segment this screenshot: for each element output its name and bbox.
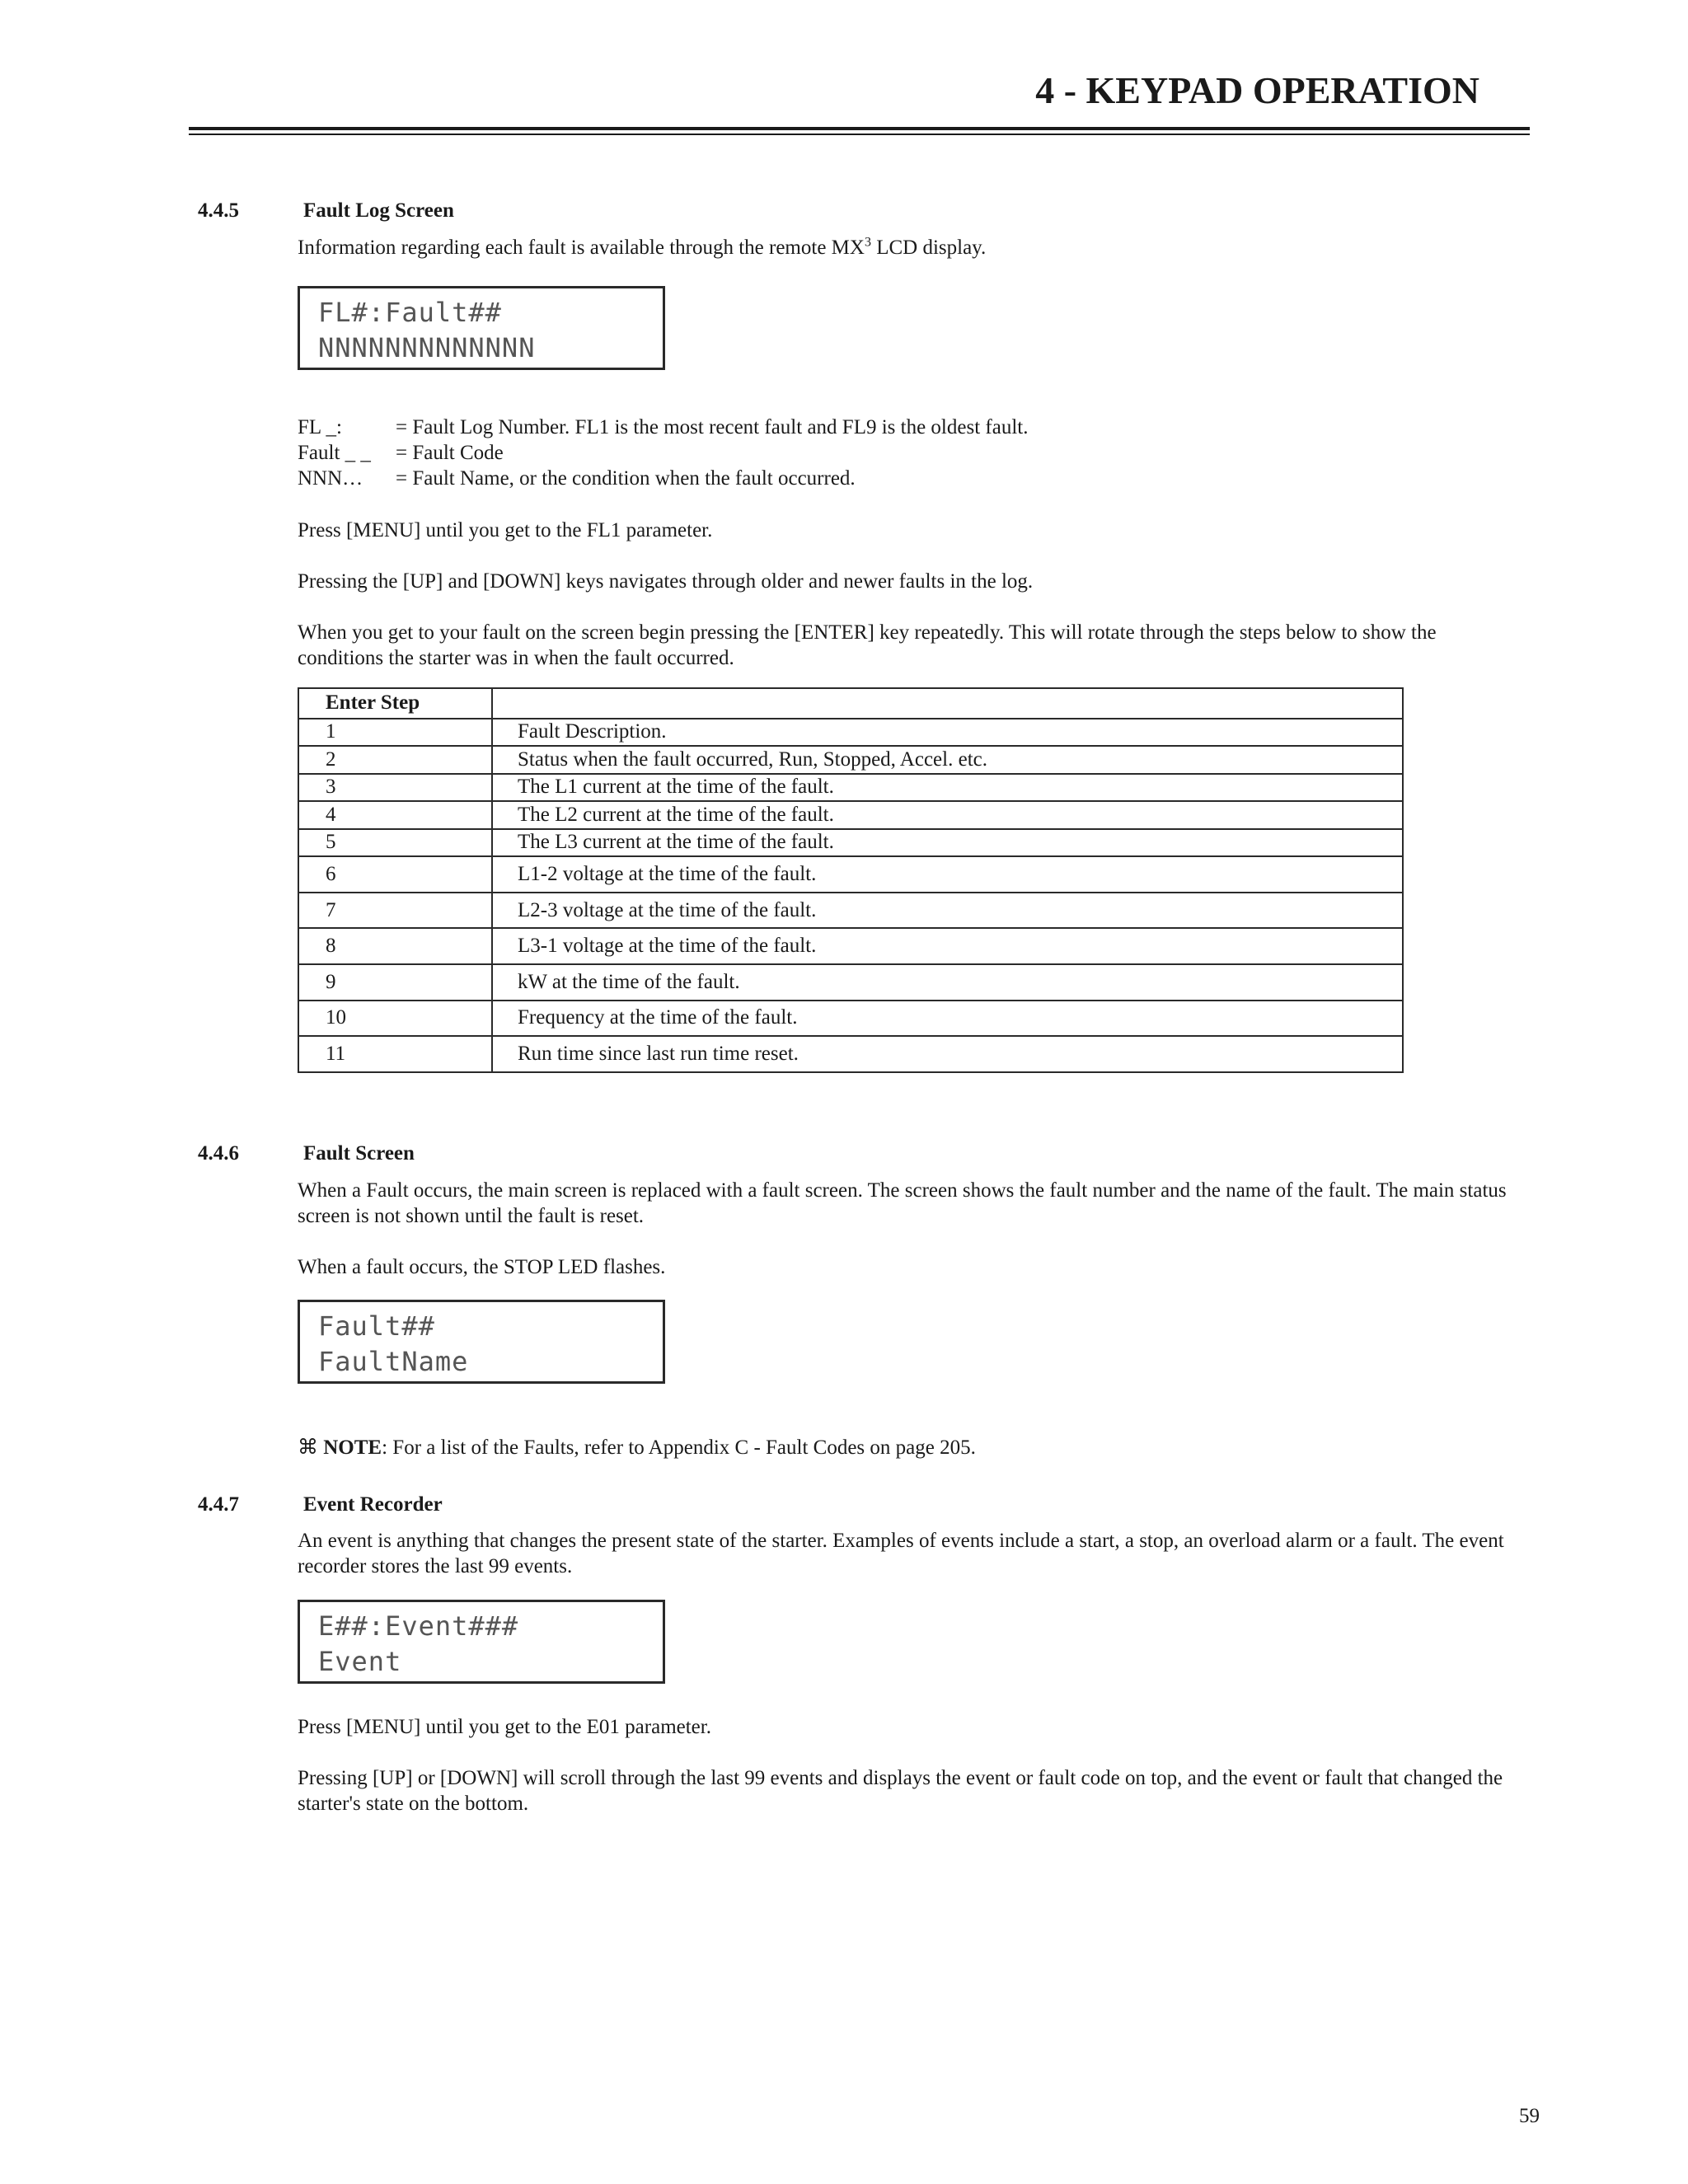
paragraph: When a fault occurs, the STOP LED flashes. [298,1256,666,1278]
paragraph: Press [MENU] until you get to the FL1 parameter. [298,519,713,541]
section-number: 4.4.7 [198,1493,239,1516]
table-header-cell [492,688,1403,719]
note-icon: ⌘ [298,1436,318,1459]
section-title: Fault Log Screen [303,199,454,222]
chapter-title: 4 - KEYPAD OPERATION [1035,69,1479,111]
lcd-line: FaultName [318,1346,469,1377]
lcd-line: Event [318,1646,402,1677]
section-number: 4.4.5 [198,199,239,222]
table-row [298,801,1403,829]
paragraph: An event is anything that changes the present state of the starter. Examples of events include a start, a stop, an overload alarm or a fault. The event recorder stores the last 99 events. [298,1530,1504,1577]
page-number: 59 [1519,2105,1540,2127]
step-number: 8 [298,928,492,964]
step-number: 6 [298,856,492,893]
note-label: NOTE [323,1436,382,1459]
paragraph: Press [MENU] until you get to the E01 parameter. [298,1716,711,1738]
step-number: 2 [298,746,492,774]
legend-value: = Fault Code [396,442,504,464]
step-number: 10 [298,1001,492,1037]
lcd-display-fault-log [298,286,665,370]
step-number: 7 [298,893,492,929]
table-row [298,1001,1403,1037]
step-number: 1 [298,719,492,747]
legend-key: NNN… [298,467,363,490]
lcd-line: E##:Event### [318,1610,519,1642]
table-header-row [298,688,1403,719]
table-row [298,964,1403,1001]
step-description: The L2 current at the time of the fault. [492,801,1403,829]
lcd-line: NNNNNNNNNNNNN [318,332,536,363]
lcd-display-fault-screen [298,1300,665,1384]
legend-value: = Fault Log Number. FL1 is the most recent fault and FL9 is the oldest fault. [396,416,1029,438]
step-number: 5 [298,829,492,857]
table-row [298,774,1403,802]
paragraph: Pressing the [UP] and [DOWN] keys navigates through older and newer faults in the log. [298,570,1034,593]
table-row [298,746,1403,774]
step-description: The L1 current at the time of the fault. [492,774,1403,802]
step-description: Status when the fault occurred, Run, Stopped, Accel. etc. [492,746,1403,774]
step-number: 3 [298,774,492,802]
step-number: 11 [298,1036,492,1072]
table-row [298,928,1403,964]
table-header-cell: Enter Step [298,688,492,719]
table-row [298,719,1403,747]
step-description: Run time since last run time reset. [492,1036,1403,1072]
table-row [298,893,1403,929]
table-row [298,829,1403,857]
legend-key: Fault _ _ [298,442,371,464]
step-description: L1-2 voltage at the time of the fault. [492,856,1403,893]
header-rule [189,127,1530,130]
step-description: Fault Description. [492,719,1403,747]
table-row [298,1036,1403,1072]
lcd-line: Fault## [318,1310,435,1342]
step-description: The L3 current at the time of the fault. [492,829,1403,857]
section-intro: Information regarding each fault is available through the remote $MX^3$ LCD display. [298,235,987,259]
step-number: 4 [298,801,492,829]
lcd-line: FL#:Fault## [318,297,502,328]
paragraph: When you get to your fault on the screen begin pressing the [ENTER] key repeatedly. This will rotate through the steps below to show the conditions the starter was in when the fault occurred. [298,621,1437,669]
step-description: kW at the time of the fault. [492,964,1403,1001]
note [298,1435,1517,1460]
step-description: L2-3 voltage at the time of the fault. [492,893,1403,929]
section-title: Event Recorder [303,1493,443,1516]
header-rule-thin [189,134,1530,135]
note-text: : For a list of the Faults, refer to Appendix C - Fault Codes on page 205. [382,1436,976,1459]
section-number: 4.4.6 [198,1142,239,1165]
lcd-display-event-recorder [298,1600,665,1684]
paragraph: When a Fault occurs, the main screen is replaced with a fault screen. The screen shows the fault number and the name of the fault. The main status screen is not shown until the fault is reset. [298,1179,1507,1227]
paragraph: Pressing [UP] or [DOWN] will scroll through the last 99 events and displays the event or fault code on top, and the event or fault that changed the starter's state on the bottom. [298,1767,1503,1815]
table-row [298,856,1403,893]
step-description: Frequency at the time of the fault. [492,1001,1403,1037]
step-description: L3-1 voltage at the time of the fault. [492,928,1403,964]
enter-step-table [298,687,1404,1073]
legend-key: FL _: [298,416,342,438]
section-title: Fault Screen [303,1142,415,1165]
legend-value: = Fault Name, or the condition when the fault occurred. [396,467,856,490]
step-number: 9 [298,964,492,1001]
